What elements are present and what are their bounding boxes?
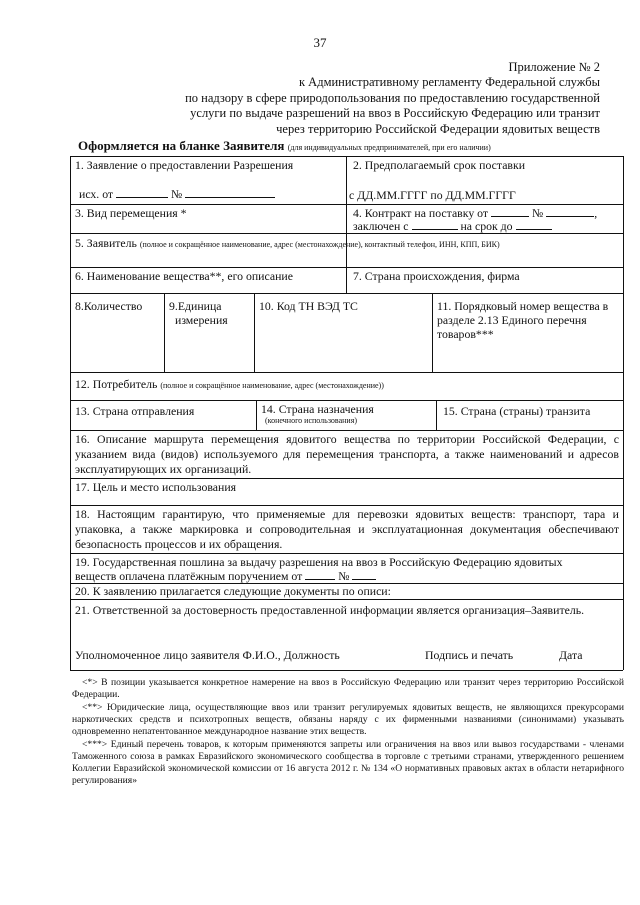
field-14-note: (конечного использования) [265, 416, 358, 425]
appendix-line: Приложение № 2 [508, 60, 600, 74]
field-4-no: № [531, 206, 544, 220]
field-12-title: 12. Потребитель [75, 377, 158, 391]
field-1-date-blank[interactable] [116, 187, 168, 198]
field-1-number-blank[interactable] [185, 187, 275, 198]
field-9-title [166, 299, 254, 327]
field-17-title: 17. Цель и место использования [75, 480, 237, 494]
form-header [78, 138, 491, 154]
footnotes [72, 677, 624, 788]
page-number: 37 [313, 35, 327, 50]
field-4-date-blank[interactable] [491, 206, 529, 217]
field-9-title-line: 9.Единица [169, 299, 222, 313]
signature-person: Уполномоченное лицо заявителя Ф.И.О., Должность [75, 648, 340, 662]
field-19-no: № [338, 569, 350, 583]
field-15-title: 15. Страна (страны) транзита [443, 404, 591, 418]
appendix-line: услуги по выдаче разрешений на ввоз в Российскую Федерацию или транзит [190, 106, 600, 121]
field-4-line1 [350, 206, 622, 220]
field-11-title: 11. Порядковый номер вещества в разделе 2.13 Единого перечня товаров*** [437, 299, 609, 341]
form-header-note: (для индивидуальных предпринимателей, при его наличии) [287, 143, 491, 152]
field-4-concluded: заключен с [353, 219, 409, 233]
signature-date: Дата [559, 648, 583, 662]
field-4-comma: , [594, 206, 598, 220]
footnote: <***> Единый перечень товаров, к которым применяются запреты или ограничения на ввоз или вывоз государствами - членами Таможенного союза в рамках Евразийского экономического сообщества в торговле с третьими странами, утвержденного решением Коллегии Евразийской экономической комиссии от 16 августа 2012 г. № 134 «О нормативных правовых актах в области нетарифного регулирования» [72, 739, 624, 786]
field-19-line1: 19. Государственная пошлина за выдачу разрешения на ввоз в Российскую Федерацию ядовитых [75, 555, 563, 569]
field-2-period: с ДД.ММ.ГГГГ по ДД.ММ.ГГГГ [349, 188, 516, 202]
field-4-title: 4. Контракт на поставку от [353, 206, 489, 220]
field-2-title: 2. Предполагаемый срок поставки [353, 158, 526, 172]
field-16-text: 16. Описание маршрута перемещения ядовитого вещества по территории Российской Федерации, с указанием вида (видов) используемого для перемещения транспорта, а также наименований и адресов эксплуатирующих их организаций. [75, 432, 619, 476]
field-12-note: (полное и сокращённое наименование, адрес (местонахождение)) [160, 381, 384, 390]
appendix-line: по надзору в сфере природопользования по предоставлению государственной [185, 90, 600, 105]
field-4-line2 [350, 219, 622, 233]
field-5 [72, 236, 622, 252]
field-4-term: на срок до [460, 219, 513, 233]
field-19-payment-label: веществ оплачена платёжным поручением от [75, 569, 303, 583]
field-5-note: (полное и сокращённое наименование, адрес (местонахождение), контактный телефон, ИНН, КПП, БИК) [139, 240, 500, 249]
field-8-title: 8.Количество [75, 299, 143, 313]
signature-stamp: Подпись и печать [425, 648, 514, 662]
footnote: <*> В позиции указывается конкретное намерение на ввоз в Российскую Федерацию или транзит через территорию Российской Федерации. [72, 677, 624, 700]
field-10-title: 10. Код ТН ВЭД ТС [259, 299, 358, 313]
field-4-number-blank[interactable] [546, 206, 594, 217]
field-6-title: 6. Наименование вещества**, его описание [75, 269, 293, 283]
field-19-line2 [72, 569, 622, 583]
appendix-header [130, 60, 600, 137]
footnote: <**> Юридические лица, осуществляющие ввоз или транзит регулируемых ядовитых веществ, не являющихся прекурсорами наркотических средств и психотропных веществ, обязаны наряду с их фирменными названиями (синонимами) указывать одновременно непатентованное международное название этих веществ. [72, 702, 624, 737]
field-12 [72, 377, 622, 393]
field-9-title-line: измерения [175, 313, 228, 327]
form-header-title: Оформляется на бланке Заявителя [78, 138, 285, 153]
field-20-text: 20. К заявлению прилагается следующие документы по описи: [75, 584, 391, 598]
field-1-title: 1. Заявление о предоставлении Разрешения [75, 158, 294, 172]
field-1-ref-no: № [171, 187, 183, 201]
appendix-line: к Административному регламенту Федеральной службы [298, 75, 600, 90]
field-18-text: 18. Настоящим гарантирую, что применяемые для перевозки ядовитых веществ: транспорт, тара и упаковка, а также маркировка и сопроводительная и эксплуатационная документация обеспечивают безопасность процессов и их обращения. [75, 507, 619, 551]
field-5-title: 5. Заявитель [75, 236, 137, 250]
appendix-line: через территорию Российской Федерации ядовитых веществ [276, 121, 600, 136]
field-7-title: 7. Страна происхождения, фирма [353, 269, 520, 283]
field-1-ref-prefix: исх. от [79, 187, 114, 201]
field-13-title: 13. Страна отправления [75, 404, 195, 418]
field-19-date-blank[interactable] [305, 569, 335, 580]
field-1-ref [76, 187, 344, 201]
field-21-text: 21. Ответственной за достоверность предоставленной информации является организация–Заявитель. [75, 603, 585, 617]
field-4-term-blank[interactable] [516, 219, 552, 230]
field-19-number-blank[interactable] [352, 569, 376, 580]
field-3-title: 3. Вид перемещения * [75, 206, 187, 220]
field-14-title: 14. Страна назначения [261, 402, 374, 416]
field-14 [258, 403, 436, 427]
field-4-party-blank[interactable] [412, 219, 458, 230]
